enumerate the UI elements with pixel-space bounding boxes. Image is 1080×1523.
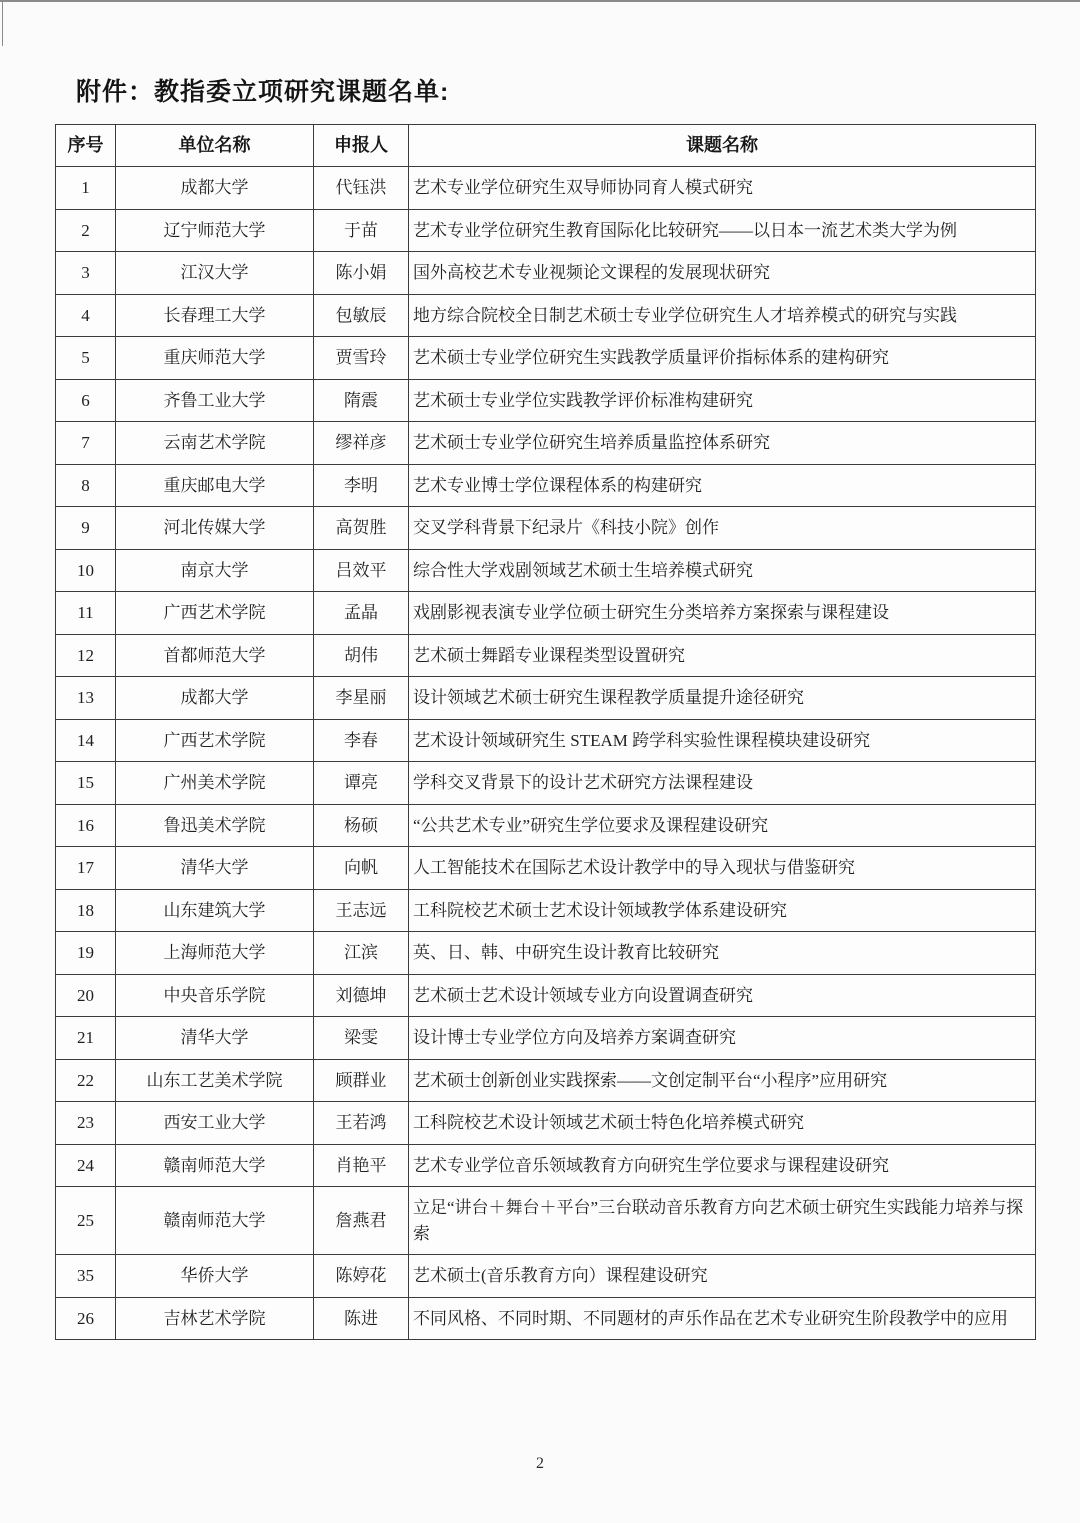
serial-number-cell: 18: [56, 889, 116, 932]
topic-name-cell: 艺术专业学位研究生双导师协同育人模式研究: [409, 167, 1036, 210]
header-row: [56, 125, 1036, 167]
project-table: [55, 124, 1036, 1340]
table-row: [56, 507, 1036, 550]
unit-name-cell: 清华大学: [116, 1017, 314, 1060]
header-unit-name: 单位名称: [116, 125, 314, 167]
applicant-cell: 杨硕: [314, 804, 409, 847]
applicant-cell: 胡伟: [314, 634, 409, 677]
unit-name-cell: 广州美术学院: [116, 762, 314, 805]
topic-name-cell: 设计领域艺术硕士研究生课程教学质量提升途径研究: [409, 677, 1036, 720]
applicant-cell: 李明: [314, 464, 409, 507]
unit-name-cell: 赣南师范大学: [116, 1144, 314, 1187]
topic-name-cell: 艺术硕士(音乐教育方向）课程建设研究: [409, 1255, 1036, 1298]
unit-name-cell: 首都师范大学: [116, 634, 314, 677]
unit-name-cell: 吉林艺术学院: [116, 1297, 314, 1340]
applicant-cell: 肖艳平: [314, 1144, 409, 1187]
table-row: [56, 209, 1036, 252]
table-row: [56, 932, 1036, 975]
table-row: [56, 294, 1036, 337]
serial-number-cell: 9: [56, 507, 116, 550]
serial-number-cell: 7: [56, 422, 116, 465]
topic-name-cell: 艺术硕士专业学位研究生实践教学质量评价指标体系的建构研究: [409, 337, 1036, 380]
serial-number-cell: 13: [56, 677, 116, 720]
applicant-cell: 隋震: [314, 379, 409, 422]
applicant-cell: 梁雯: [314, 1017, 409, 1060]
topic-name-cell: 英、日、韩、中研究生设计教育比较研究: [409, 932, 1036, 975]
scan-edge-top: [0, 0, 1080, 2]
serial-number-cell: 16: [56, 804, 116, 847]
applicant-cell: 王若鸿: [314, 1102, 409, 1145]
serial-number-cell: 4: [56, 294, 116, 337]
serial-number-cell: 25: [56, 1187, 116, 1255]
serial-number-cell: 5: [56, 337, 116, 380]
topic-name-cell: 艺术设计领域研究生 STEAM 跨学科实验性课程模块建设研究: [409, 719, 1036, 762]
unit-name-cell: 赣南师范大学: [116, 1187, 314, 1255]
unit-name-cell: 上海师范大学: [116, 932, 314, 975]
topic-name-cell: 交叉学科背景下纪录片《科技小院》创作: [409, 507, 1036, 550]
serial-number-cell: 1: [56, 167, 116, 210]
serial-number-cell: 22: [56, 1059, 116, 1102]
scan-edge-left: [2, 0, 3, 46]
unit-name-cell: 江汉大学: [116, 252, 314, 295]
unit-name-cell: 重庆师范大学: [116, 337, 314, 380]
table-row: [56, 549, 1036, 592]
topic-name-cell: 艺术专业博士学位课程体系的构建研究: [409, 464, 1036, 507]
topic-name-cell: 地方综合院校全日制艺术硕士专业学位研究生人才培养模式的研究与实践: [409, 294, 1036, 337]
table-row: [56, 1144, 1036, 1187]
unit-name-cell: 成都大学: [116, 167, 314, 210]
serial-number-cell: 12: [56, 634, 116, 677]
table-row: [56, 847, 1036, 890]
topic-name-cell: 艺术硕士创新创业实践探索——文创定制平台“小程序”应用研究: [409, 1059, 1036, 1102]
page-number: 2: [536, 1455, 544, 1472]
unit-name-cell: 齐鲁工业大学: [116, 379, 314, 422]
applicant-cell: 李星丽: [314, 677, 409, 720]
applicant-cell: 陈小娟: [314, 252, 409, 295]
table-row: [56, 464, 1036, 507]
table-row: [56, 974, 1036, 1017]
table-row: [56, 889, 1036, 932]
applicant-cell: 陈进: [314, 1297, 409, 1340]
serial-number-cell: 19: [56, 932, 116, 975]
serial-number-cell: 2: [56, 209, 116, 252]
topic-name-cell: 学科交叉背景下的设计艺术研究方法课程建设: [409, 762, 1036, 805]
table-row: [56, 167, 1036, 210]
table-row: [56, 677, 1036, 720]
applicant-cell: 王志远: [314, 889, 409, 932]
table-row: [56, 1017, 1036, 1060]
topic-name-cell: 艺术硕士专业学位实践教学评价标准构建研究: [409, 379, 1036, 422]
header-applicant: 申报人: [314, 125, 409, 167]
unit-name-cell: 清华大学: [116, 847, 314, 890]
topic-name-cell: 不同风格、不同时期、不同题材的声乐作品在艺术专业研究生阶段教学中的应用: [409, 1297, 1036, 1340]
unit-name-cell: 云南艺术学院: [116, 422, 314, 465]
serial-number-cell: 17: [56, 847, 116, 890]
topic-name-cell: 艺术硕士舞蹈专业课程类型设置研究: [409, 634, 1036, 677]
header-topic-name: 课题名称: [409, 125, 1036, 167]
applicant-cell: 于苗: [314, 209, 409, 252]
topic-name-cell: 艺术专业学位研究生教育国际化比较研究——以日本一流艺术类大学为例: [409, 209, 1036, 252]
serial-number-cell: 6: [56, 379, 116, 422]
table-row: [56, 634, 1036, 677]
topic-name-cell: 戏剧影视表演专业学位硕士研究生分类培养方案探索与课程建设: [409, 592, 1036, 635]
unit-name-cell: 重庆邮电大学: [116, 464, 314, 507]
applicant-cell: 向帆: [314, 847, 409, 890]
unit-name-cell: 长春理工大学: [116, 294, 314, 337]
unit-name-cell: 鲁迅美术学院: [116, 804, 314, 847]
serial-number-cell: 15: [56, 762, 116, 805]
applicant-cell: 代钰洪: [314, 167, 409, 210]
applicant-cell: 包敏辰: [314, 294, 409, 337]
applicant-cell: 陈婷花: [314, 1255, 409, 1298]
table-body: [56, 167, 1036, 1340]
topic-name-cell: 国外高校艺术专业视频论文课程的发展现状研究: [409, 252, 1036, 295]
applicant-cell: 贾雪玲: [314, 337, 409, 380]
applicant-cell: 顾群业: [314, 1059, 409, 1102]
table-row: [56, 1297, 1036, 1340]
serial-number-cell: 11: [56, 592, 116, 635]
topic-name-cell: 综合性大学戏剧领域艺术硕士生培养模式研究: [409, 549, 1036, 592]
unit-name-cell: 广西艺术学院: [116, 719, 314, 762]
serial-number-cell: 10: [56, 549, 116, 592]
table-header: [56, 125, 1036, 167]
unit-name-cell: 山东工艺美术学院: [116, 1059, 314, 1102]
applicant-cell: 吕效平: [314, 549, 409, 592]
table-row: [56, 762, 1036, 805]
table-row: [56, 252, 1036, 295]
topic-name-cell: 艺术硕士专业学位研究生培养质量监控体系研究: [409, 422, 1036, 465]
serial-number-cell: 8: [56, 464, 116, 507]
table-row: [56, 592, 1036, 635]
topic-name-cell: 人工智能技术在国际艺术设计教学中的导入现状与借鉴研究: [409, 847, 1036, 890]
table-row: [56, 804, 1036, 847]
table-row: [56, 1255, 1036, 1298]
unit-name-cell: 华侨大学: [116, 1255, 314, 1298]
applicant-cell: 李春: [314, 719, 409, 762]
topic-name-cell: 立足“讲台＋舞台＋平台”三台联动音乐教育方向艺术硕士研究生实践能力培养与探索: [409, 1187, 1036, 1255]
topic-name-cell: 艺术专业学位音乐领域教育方向研究生学位要求与课程建设研究: [409, 1144, 1036, 1187]
applicant-cell: 詹燕君: [314, 1187, 409, 1255]
applicant-cell: 刘德坤: [314, 974, 409, 1017]
applicant-cell: 江滨: [314, 932, 409, 975]
table-row: [56, 719, 1036, 762]
topic-name-cell: 工科院校艺术设计领域艺术硕士特色化培养模式研究: [409, 1102, 1036, 1145]
serial-number-cell: 23: [56, 1102, 116, 1145]
topic-name-cell: “公共艺术专业”研究生学位要求及课程建设研究: [409, 804, 1036, 847]
unit-name-cell: 中央音乐学院: [116, 974, 314, 1017]
table-row: [56, 337, 1036, 380]
serial-number-cell: 24: [56, 1144, 116, 1187]
unit-name-cell: 成都大学: [116, 677, 314, 720]
unit-name-cell: 广西艺术学院: [116, 592, 314, 635]
serial-number-cell: 21: [56, 1017, 116, 1060]
table-row: [56, 379, 1036, 422]
serial-number-cell: 3: [56, 252, 116, 295]
table-row: [56, 1102, 1036, 1145]
serial-number-cell: 26: [56, 1297, 116, 1340]
applicant-cell: 高贺胜: [314, 507, 409, 550]
unit-name-cell: 山东建筑大学: [116, 889, 314, 932]
topic-name-cell: 艺术硕士艺术设计领域专业方向设置调查研究: [409, 974, 1036, 1017]
applicant-cell: 孟晶: [314, 592, 409, 635]
serial-number-cell: 35: [56, 1255, 116, 1298]
applicant-cell: 谭亮: [314, 762, 409, 805]
topic-name-cell: 工科院校艺术硕士艺术设计领域教学体系建设研究: [409, 889, 1036, 932]
unit-name-cell: 西安工业大学: [116, 1102, 314, 1145]
unit-name-cell: 辽宁师范大学: [116, 209, 314, 252]
table-row: [56, 422, 1036, 465]
page-title: 附件：教指委立项研究课题名单:: [76, 78, 450, 106]
applicant-cell: 缪祥彦: [314, 422, 409, 465]
topic-name-cell: 设计博士专业学位方向及培养方案调查研究: [409, 1017, 1036, 1060]
serial-number-cell: 20: [56, 974, 116, 1017]
header-serial-number: 序号: [56, 125, 116, 167]
unit-name-cell: 河北传媒大学: [116, 507, 314, 550]
table-row: [56, 1187, 1036, 1255]
table-row: [56, 1059, 1036, 1102]
unit-name-cell: 南京大学: [116, 549, 314, 592]
serial-number-cell: 14: [56, 719, 116, 762]
